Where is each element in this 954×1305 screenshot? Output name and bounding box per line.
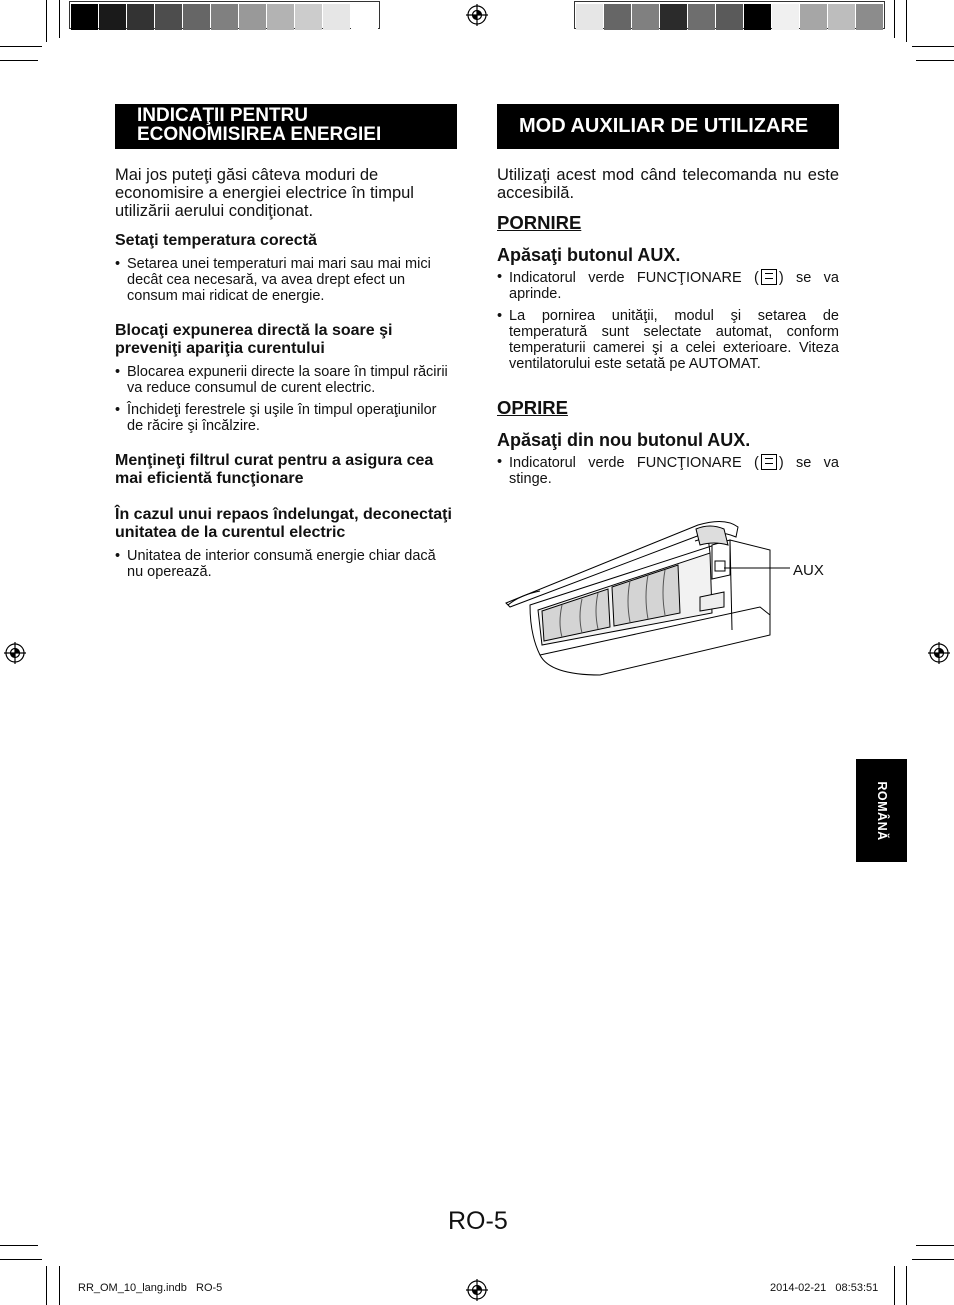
footer-file: RR_OM_10_lang.indb RO-5 <box>78 1282 223 1294</box>
language-tab <box>856 759 907 862</box>
energy-tips <box>115 232 455 580</box>
language-tab-label: ROMÂNĂ <box>874 780 889 841</box>
tip-bullet: • Setarea unei temperaturi mai mari sau mai mici decât cea necesară, va avea drept efect un consum mai ridicat de energie. <box>115 256 455 304</box>
color-swatch <box>632 4 659 30</box>
tip-bullet: • Blocarea expunerii directe la soare în timpul răcirii va reduce consumul de curent electric. <box>115 364 455 396</box>
energy-saving-header <box>115 104 457 149</box>
color-bar-right <box>574 1 885 29</box>
color-swatch <box>183 4 210 30</box>
aux-mode-header <box>497 104 839 149</box>
color-swatch <box>660 4 687 30</box>
page-number: RO-5 <box>448 1207 508 1235</box>
on-bullets <box>497 269 839 372</box>
air-conditioner-illustration <box>500 515 790 680</box>
registration-mark-icon <box>3 641 27 665</box>
aux-mode-title: MOD AUXILIAR DE UTILIZARE <box>519 115 809 137</box>
tip-title: Blocaţi expunerea directă la soare şi preveniţi apariţia curentului <box>115 322 393 357</box>
color-swatch <box>323 4 350 30</box>
color-swatch <box>211 4 238 30</box>
color-swatch <box>267 4 294 30</box>
color-swatch <box>716 4 743 30</box>
tip-title: Menţineţi filtrul curat pentru a asigura cea mai eficientă funcţionare <box>115 452 434 487</box>
aux-label: AUX <box>793 562 824 579</box>
off-subtitle: Apăsaţi din nou butonul AUX. <box>497 430 751 450</box>
color-swatch <box>800 4 827 30</box>
on-subtitle: Apăsaţi butonul AUX. <box>497 245 681 265</box>
color-swatch <box>856 4 883 30</box>
off-title: OPRIRE <box>497 397 568 418</box>
on-bullet-text: ) se va aprinde. <box>509 270 839 302</box>
color-bar-left <box>69 1 380 29</box>
color-swatch <box>576 4 603 30</box>
color-swatch <box>744 4 771 30</box>
color-swatch <box>772 4 799 30</box>
tip-title: În cazul unui repaos îndelungat, deconectaţi unitatea de la curentul electric <box>115 506 452 541</box>
color-swatch <box>155 4 182 30</box>
color-swatch <box>604 4 631 30</box>
color-swatch <box>688 4 715 30</box>
operation-lamp-icon <box>761 269 777 285</box>
color-swatch <box>828 4 855 30</box>
registration-mark-icon <box>927 641 951 665</box>
operation-lamp-icon <box>761 454 777 470</box>
on-bullet-text: Indicatorul verde FUNCŢIONARE ( <box>509 270 759 286</box>
registration-mark-icon <box>465 1278 489 1302</box>
on-bullet: • La pornirea unităţii, modul şi setarea de temperatură sunt selectate automat, conform temperaturii camerei şi a celei exterioare. Viteza ventilatorului este setată pe AUTOMAT. <box>497 308 839 372</box>
energy-intro: Mai jos puteţi găsi câteva moduri de economisire a energiei electrice în timpul utilizării aerului condiţionat. <box>115 166 414 220</box>
color-swatch <box>351 4 378 30</box>
aux-intro: Utilizaţi acest mod când telecomanda nu este accesibilă. <box>497 166 839 202</box>
energy-saving-title: INDICAŢII PENTRU ECONOMISIREA ENERGIEI <box>137 105 382 145</box>
tip-bullet: • Unitatea de interior consumă energie chiar dacă nu operează. <box>115 548 455 580</box>
off-bullet-text: Indicatorul verde FUNCŢIONARE ( <box>509 455 759 471</box>
color-swatch <box>99 4 126 30</box>
color-swatch <box>127 4 154 30</box>
off-bullet-text: ) se va stinge. <box>509 455 839 487</box>
color-swatch <box>295 4 322 30</box>
footer-datetime: 2014-02-21 08:53:51 <box>770 1282 879 1294</box>
off-bullets <box>497 454 839 487</box>
tip-title: Setaţi temperatura corectă <box>115 232 317 249</box>
on-title: PORNIRE <box>497 212 582 233</box>
color-swatch <box>71 4 98 30</box>
off-bullet <box>497 454 839 487</box>
on-bullet <box>497 269 839 302</box>
registration-mark-icon <box>465 3 489 27</box>
tip-bullet: • Închideţi ferestrele şi uşile în timpul operaţiunilor de răcire şi încălzire. <box>115 402 455 434</box>
color-swatch <box>239 4 266 30</box>
